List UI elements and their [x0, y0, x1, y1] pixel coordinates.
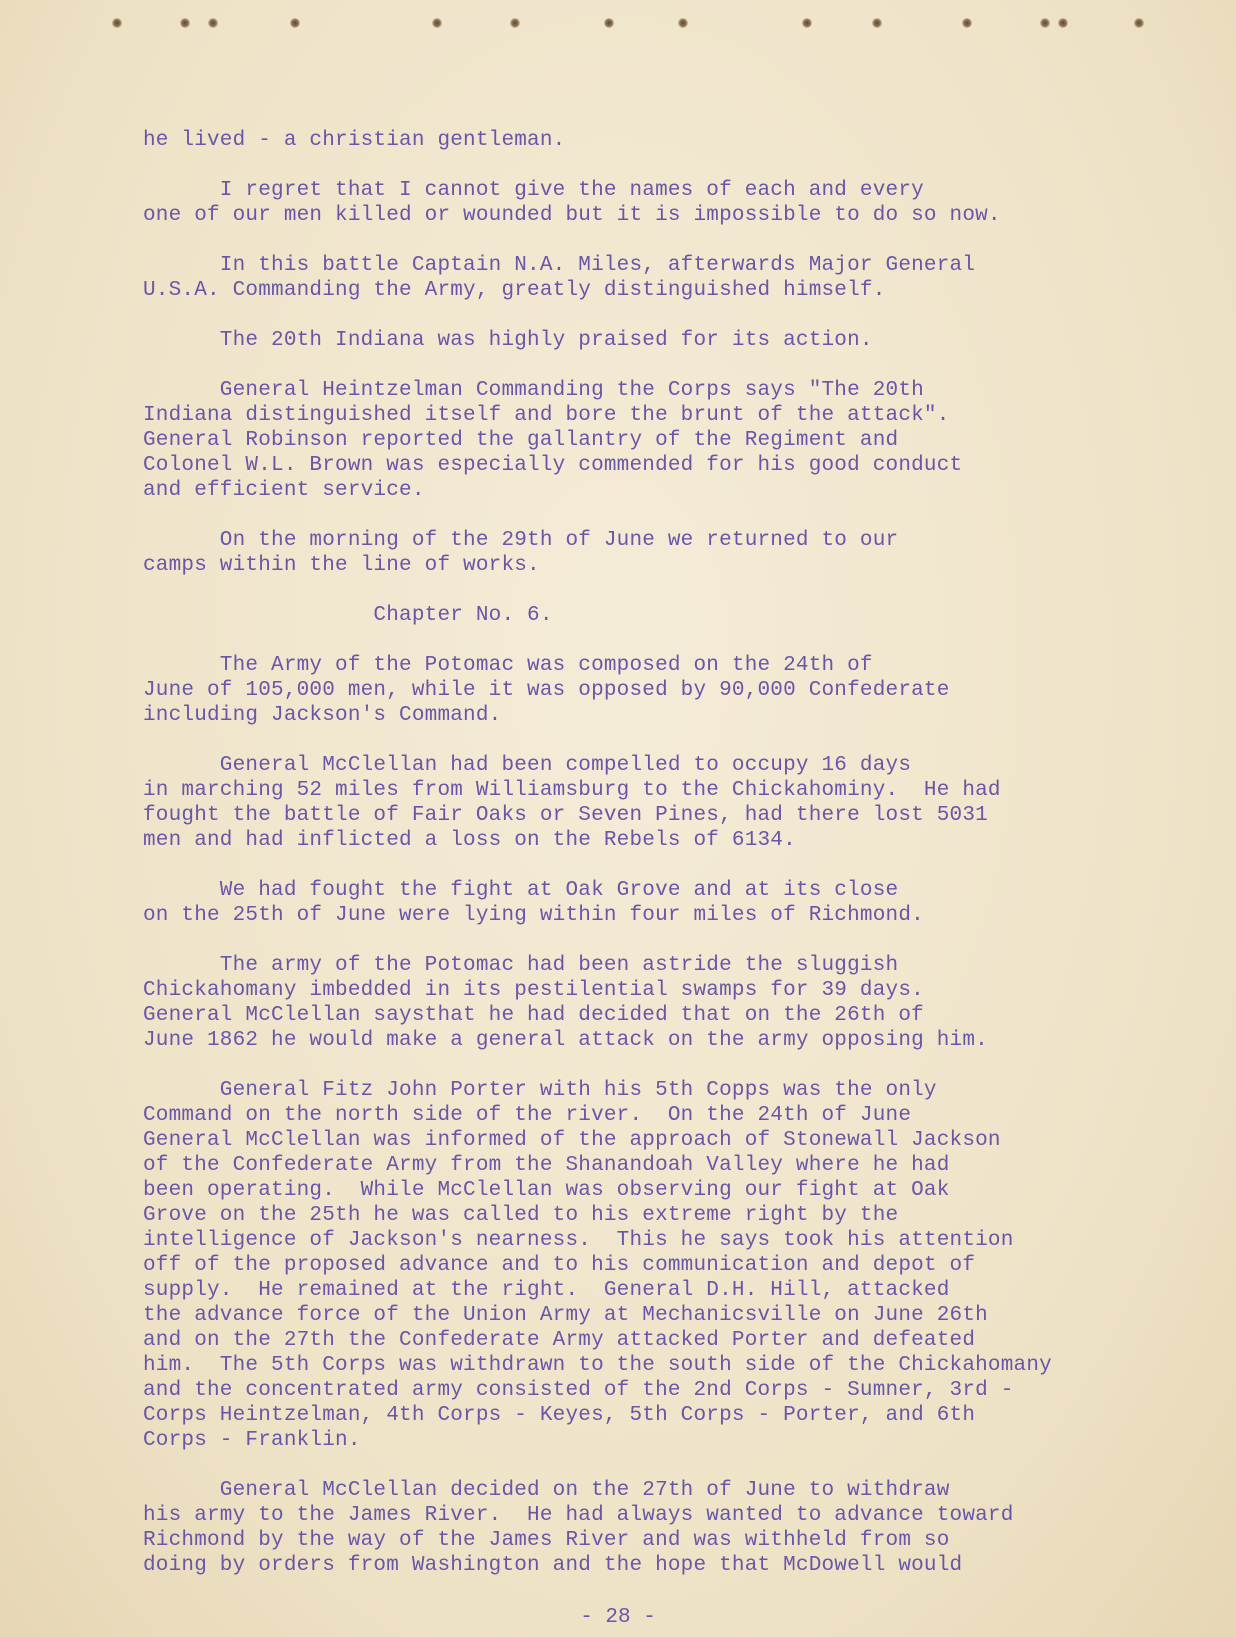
blank-line — [143, 853, 1213, 878]
punch-hole — [432, 18, 442, 28]
punch-hole — [180, 18, 190, 28]
text-line: In this battle Captain N.A. Miles, afterwards Major General — [143, 254, 976, 277]
text-line: fought the battle of Fair Oaks or Seven Pines, had there lost 5031 — [143, 804, 988, 827]
text-line: Corps Heintzelman, 4th Corps - Keyes, 5th Corps - Porter, and 6th — [143, 1404, 976, 1427]
text-line: General Heintzelman Commanding the Corps says "The 20th — [143, 379, 924, 402]
text-line: on the 25th of June were lying within four miles of Richmond. — [143, 904, 924, 927]
binder-holes — [0, 18, 1236, 68]
text-line: General McClellan was informed of the approach of Stonewall Jackson — [143, 1129, 1001, 1152]
blank-line — [143, 928, 1213, 953]
text-line: doing by orders from Washington and the hope that McDowell would — [143, 1554, 963, 1577]
text-line: the advance force of the Union Army at Mechanicsville on June 26th — [143, 1304, 988, 1327]
punch-hole — [1058, 18, 1068, 28]
blank-line — [143, 728, 1213, 753]
text-line: camps within the line of works. — [143, 554, 540, 577]
text-line: off of the proposed advance and to his communication and depot of — [143, 1254, 976, 1277]
text-line: him. The 5th Corps was withdrawn to the south side of the Chickahomany — [143, 1354, 1052, 1377]
punch-hole — [872, 18, 882, 28]
body-text — [143, 128, 1213, 1578]
text-line: June of 105,000 men, while it was opposed by 90,000 Confederate — [143, 679, 950, 702]
text-line: Colonel W.L. Brown was especially commended for his good conduct — [143, 454, 963, 477]
text-line: We had fought the fight at Oak Grove and at its close — [143, 879, 899, 902]
text-line: Chapter No. 6. — [143, 604, 553, 627]
blank-line — [143, 303, 1213, 328]
text-line: U.S.A. Commanding the Army, greatly distinguished himself. — [143, 279, 886, 302]
text-line: Command on the north side of the river. On the 24th of June — [143, 1104, 912, 1127]
text-line: Grove on the 25th he was called to his extreme right by the — [143, 1204, 899, 1227]
punch-hole — [1040, 18, 1050, 28]
blank-line — [143, 353, 1213, 378]
text-line: I regret that I cannot give the names of each and every — [143, 179, 924, 202]
text-line: General McClellan decided on the 27th of June to withdraw — [143, 1479, 950, 1502]
punch-hole — [112, 18, 122, 28]
text-line: men and had inflicted a loss on the Rebels of 6134. — [143, 829, 796, 852]
text-line: Richmond by the way of the James River and was withheld from so — [143, 1529, 950, 1552]
text-line: and efficient service. — [143, 479, 425, 502]
text-line: of the Confederate Army from the Shanandoah Valley where he had — [143, 1154, 950, 1177]
text-line: On the morning of the 29th of June we returned to our — [143, 529, 899, 552]
blank-line — [143, 578, 1213, 603]
text-line: Chickahomany imbedded in its pestilential swamps for 39 days. — [143, 979, 924, 1002]
page-number: - 28 - — [580, 1606, 656, 1629]
punch-hole — [1134, 18, 1144, 28]
text-line: Indiana distinguished itself and bore the brunt of the attack". — [143, 404, 950, 427]
punch-hole — [208, 18, 218, 28]
text-line: his army to the James River. He had always wanted to advance toward — [143, 1504, 1014, 1527]
text-line: General Robinson reported the gallantry of the Regiment and — [143, 429, 899, 452]
text-line: Corps - Franklin. — [143, 1429, 361, 1452]
blank-line — [143, 153, 1213, 178]
text-line: General McClellan saysthat he had decided that on the 26th of — [143, 1004, 924, 1027]
blank-line — [143, 228, 1213, 253]
text-line: The Army of the Potomac was composed on the 24th of — [143, 654, 873, 677]
text-line: and on the 27th the Confederate Army attacked Porter and defeated — [143, 1329, 976, 1352]
punch-hole — [962, 18, 972, 28]
text-line: intelligence of Jackson's nearness. This he says took his attention — [143, 1229, 1014, 1252]
punch-hole — [510, 18, 520, 28]
text-line: he lived - a christian gentleman. — [143, 129, 566, 152]
text-line: General Fitz John Porter with his 5th Copps was the only — [143, 1079, 937, 1102]
blank-line — [143, 1053, 1213, 1078]
text-line: and the concentrated army consisted of the 2nd Corps - Sumner, 3rd - — [143, 1379, 1014, 1402]
punch-hole — [290, 18, 300, 28]
text-line: June 1862 he would make a general attack on the army opposing him. — [143, 1029, 988, 1052]
text-line: one of our men killed or wounded but it is impossible to do so now. — [143, 204, 1001, 227]
text-line: been operating. While McClellan was observing our fight at Oak — [143, 1179, 950, 1202]
text-line: General McClellan had been compelled to occupy 16 days — [143, 754, 912, 777]
text-line: including Jackson's Command. — [143, 704, 502, 727]
blank-line — [143, 503, 1213, 528]
blank-line — [143, 1453, 1213, 1478]
text-line: supply. He remained at the right. General D.H. Hill, attacked — [143, 1279, 950, 1302]
text-line: The army of the Potomac had been astride the sluggish — [143, 954, 899, 977]
text-line: in marching 52 miles from Williamsburg to the Chickahominy. He had — [143, 779, 1001, 802]
text-line: The 20th Indiana was highly praised for its action. — [143, 329, 873, 352]
punch-hole — [604, 18, 614, 28]
punch-hole — [678, 18, 688, 28]
blank-line — [143, 628, 1213, 653]
punch-hole — [802, 18, 812, 28]
